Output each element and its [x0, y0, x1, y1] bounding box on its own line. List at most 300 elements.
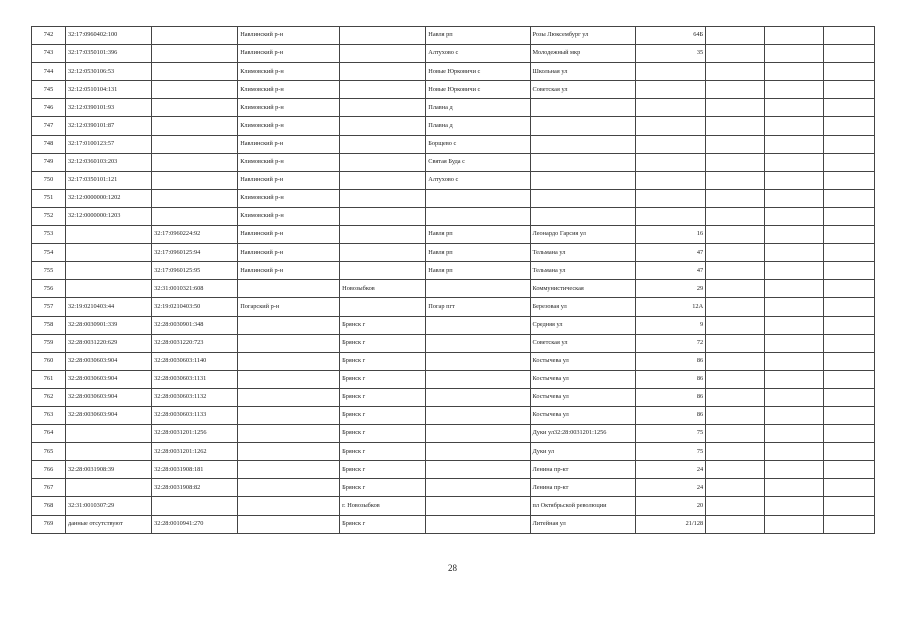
city-cell: Новозыбков: [340, 280, 426, 298]
row-number-cell: 757: [32, 298, 66, 316]
extra-cell-1-cell: [706, 99, 765, 117]
extra-cell-2-cell: [765, 298, 824, 316]
row-number-cell: 747: [32, 117, 66, 135]
cadastral-number-cell: 32:28:0030603:904: [65, 388, 151, 406]
table-row: [32, 27, 875, 45]
extra-cell-2-cell: [765, 244, 824, 262]
extra-cell-2-cell: [765, 388, 824, 406]
register-table-body: [32, 27, 875, 534]
extra-cell-3-cell: [823, 443, 874, 461]
cadastral-number-cell: 32:28:0030603:904: [65, 352, 151, 370]
street-cell: Молодежный мкр: [530, 45, 635, 63]
row-number-cell: 768: [32, 497, 66, 515]
house-number-cell: 47: [635, 262, 705, 280]
extra-cell-2-cell: [765, 425, 824, 443]
street-cell: Дуки ул32:28:0031201:1256: [530, 425, 635, 443]
city-cell: Брянск г: [340, 388, 426, 406]
cadastral-number-cell: [65, 226, 151, 244]
settlement-cell: Борщево с: [426, 135, 530, 153]
settlement-cell: Новые Юрковичи с: [426, 63, 530, 81]
page-number: 28: [448, 563, 457, 573]
extra-cell-1-cell: [706, 406, 765, 424]
cadastral-number-cell: [65, 443, 151, 461]
table-row: [32, 207, 875, 225]
table-row: [32, 461, 875, 479]
extra-cell-2-cell: [765, 461, 824, 479]
house-number-cell: 35: [635, 45, 705, 63]
district-cell: Климовский р-н: [238, 117, 340, 135]
cadastral-number-2-cell: 32:28:0031908:181: [152, 461, 238, 479]
street-cell: Леонардо Гарсия ул: [530, 226, 635, 244]
row-number-cell: 762: [32, 388, 66, 406]
street-cell: Костычева ул: [530, 352, 635, 370]
house-number-cell: 86: [635, 388, 705, 406]
settlement-cell: Алтухово с: [426, 45, 530, 63]
cadastral-number-2-cell: [152, 45, 238, 63]
cadastral-number-cell: 32:17:0100123:57: [65, 135, 151, 153]
cadastral-number-cell: [65, 262, 151, 280]
table-row: [32, 280, 875, 298]
cadastral-number-2-cell: 32:19:0210403:50: [152, 298, 238, 316]
house-number-cell: 24: [635, 479, 705, 497]
extra-cell-3-cell: [823, 515, 874, 533]
district-cell: [238, 497, 340, 515]
extra-cell-1-cell: [706, 316, 765, 334]
district-cell: [238, 352, 340, 370]
table-row: [32, 298, 875, 316]
house-number-cell: [635, 135, 705, 153]
district-cell: [238, 461, 340, 479]
extra-cell-1-cell: [706, 117, 765, 135]
cadastral-number-2-cell: [152, 63, 238, 81]
settlement-cell: [426, 207, 530, 225]
extra-cell-3-cell: [823, 370, 874, 388]
extra-cell-2-cell: [765, 406, 824, 424]
city-cell: [340, 226, 426, 244]
row-number-cell: 742: [32, 27, 66, 45]
cadastral-number-cell: 32:12:0360103:203: [65, 153, 151, 171]
house-number-cell: 86: [635, 370, 705, 388]
district-cell: [238, 316, 340, 334]
settlement-cell: [426, 425, 530, 443]
cadastral-number-2-cell: [152, 207, 238, 225]
extra-cell-3-cell: [823, 280, 874, 298]
cadastral-number-2-cell: 32:28:0030901:348: [152, 316, 238, 334]
row-number-cell: 753: [32, 226, 66, 244]
settlement-cell: [426, 388, 530, 406]
house-number-cell: 72: [635, 334, 705, 352]
table-row: [32, 117, 875, 135]
table-row: [32, 479, 875, 497]
table-row: [32, 388, 875, 406]
extra-cell-1-cell: [706, 135, 765, 153]
district-cell: Погарский р-н: [238, 298, 340, 316]
extra-cell-2-cell: [765, 280, 824, 298]
street-cell: пл Октябрьской революции: [530, 497, 635, 515]
row-number-cell: 767: [32, 479, 66, 497]
extra-cell-3-cell: [823, 479, 874, 497]
extra-cell-1-cell: [706, 63, 765, 81]
city-cell: [340, 262, 426, 280]
extra-cell-2-cell: [765, 27, 824, 45]
extra-cell-3-cell: [823, 425, 874, 443]
extra-cell-3-cell: [823, 81, 874, 99]
city-cell: [340, 244, 426, 262]
extra-cell-2-cell: [765, 352, 824, 370]
row-number-cell: 749: [32, 153, 66, 171]
row-number-cell: 758: [32, 316, 66, 334]
extra-cell-1-cell: [706, 479, 765, 497]
table-row: [32, 189, 875, 207]
cadastral-number-cell: [65, 425, 151, 443]
cadastral-number-cell: 32:12:0390101:87: [65, 117, 151, 135]
house-number-cell: [635, 171, 705, 189]
cadastral-number-2-cell: [152, 81, 238, 99]
cadastral-number-2-cell: 32:17:0960125:94: [152, 244, 238, 262]
row-number-cell: 746: [32, 99, 66, 117]
extra-cell-2-cell: [765, 135, 824, 153]
district-cell: [238, 425, 340, 443]
table-row: [32, 370, 875, 388]
row-number-cell: 766: [32, 461, 66, 479]
settlement-cell: [426, 479, 530, 497]
table-row: [32, 316, 875, 334]
city-cell: Брянск г: [340, 461, 426, 479]
extra-cell-3-cell: [823, 153, 874, 171]
table-row: [32, 45, 875, 63]
street-cell: [530, 189, 635, 207]
extra-cell-3-cell: [823, 334, 874, 352]
extra-cell-1-cell: [706, 515, 765, 533]
extra-cell-2-cell: [765, 171, 824, 189]
cadastral-number-2-cell: [152, 27, 238, 45]
settlement-cell: [426, 334, 530, 352]
street-cell: Костычева ул: [530, 406, 635, 424]
extra-cell-3-cell: [823, 207, 874, 225]
table-row: [32, 515, 875, 533]
city-cell: Брянск г: [340, 515, 426, 533]
district-cell: [238, 334, 340, 352]
row-number-cell: 752: [32, 207, 66, 225]
settlement-cell: [426, 461, 530, 479]
row-number-cell: 750: [32, 171, 66, 189]
extra-cell-2-cell: [765, 515, 824, 533]
table-row: [32, 226, 875, 244]
cadastral-number-cell: данные отсутствуют: [65, 515, 151, 533]
cadastral-number-2-cell: 32:28:0031220:723: [152, 334, 238, 352]
cadastral-number-2-cell: 32:28:0030603:1131: [152, 370, 238, 388]
row-number-cell: 748: [32, 135, 66, 153]
city-cell: [340, 81, 426, 99]
extra-cell-2-cell: [765, 262, 824, 280]
extra-cell-2-cell: [765, 45, 824, 63]
house-number-cell: [635, 81, 705, 99]
district-cell: Климовский р-н: [238, 99, 340, 117]
extra-cell-3-cell: [823, 497, 874, 515]
extra-cell-1-cell: [706, 352, 765, 370]
table-row: [32, 99, 875, 117]
street-cell: Березовая ул: [530, 298, 635, 316]
extra-cell-3-cell: [823, 388, 874, 406]
cadastral-number-cell: 32:28:0030603:904: [65, 370, 151, 388]
extra-cell-2-cell: [765, 334, 824, 352]
house-number-cell: 75: [635, 425, 705, 443]
house-number-cell: 16: [635, 226, 705, 244]
extra-cell-1-cell: [706, 388, 765, 406]
extra-cell-1-cell: [706, 244, 765, 262]
cadastral-number-cell: 32:12:0000000:1203: [65, 207, 151, 225]
settlement-cell: [426, 443, 530, 461]
extra-cell-1-cell: [706, 334, 765, 352]
city-cell: Брянск г: [340, 352, 426, 370]
cadastral-number-cell: 32:31:0010307:29: [65, 497, 151, 515]
settlement-cell: [426, 515, 530, 533]
cadastral-number-2-cell: 32:31:0010321:608: [152, 280, 238, 298]
settlement-cell: [426, 352, 530, 370]
cadastral-number-2-cell: [152, 117, 238, 135]
street-cell: [530, 153, 635, 171]
street-cell: Ленина пр-кт: [530, 461, 635, 479]
city-cell: Брянск г: [340, 316, 426, 334]
extra-cell-2-cell: [765, 189, 824, 207]
city-cell: [340, 153, 426, 171]
cadastral-number-2-cell: 32:17:0960224:92: [152, 226, 238, 244]
city-cell: Брянск г: [340, 425, 426, 443]
extra-cell-3-cell: [823, 117, 874, 135]
district-cell: [238, 406, 340, 424]
cadastral-number-2-cell: [152, 171, 238, 189]
extra-cell-3-cell: [823, 406, 874, 424]
cadastral-number-cell: 32:17:0350101:396: [65, 45, 151, 63]
street-cell: [530, 135, 635, 153]
cadastral-number-2-cell: [152, 135, 238, 153]
house-number-cell: 64Б: [635, 27, 705, 45]
cadastral-number-cell: [65, 479, 151, 497]
city-cell: [340, 207, 426, 225]
district-cell: Навлинский р-н: [238, 244, 340, 262]
city-cell: [340, 99, 426, 117]
house-number-cell: 47: [635, 244, 705, 262]
row-number-cell: 745: [32, 81, 66, 99]
street-cell: Тельмана ул: [530, 244, 635, 262]
street-cell: [530, 117, 635, 135]
district-cell: Навлинский р-н: [238, 135, 340, 153]
extra-cell-3-cell: [823, 45, 874, 63]
settlement-cell: [426, 497, 530, 515]
cadastral-number-cell: 32:28:0031908:39: [65, 461, 151, 479]
table-row: [32, 244, 875, 262]
row-number-cell: 751: [32, 189, 66, 207]
settlement-cell: Погар пгт: [426, 298, 530, 316]
extra-cell-3-cell: [823, 298, 874, 316]
cadastral-number-cell: [65, 280, 151, 298]
street-cell: Советская ул: [530, 334, 635, 352]
row-number-cell: 763: [32, 406, 66, 424]
extra-cell-2-cell: [765, 81, 824, 99]
extra-cell-1-cell: [706, 262, 765, 280]
extra-cell-2-cell: [765, 370, 824, 388]
settlement-cell: Навля рп: [426, 244, 530, 262]
city-cell: [340, 298, 426, 316]
cadastral-number-cell: 32:19:0210403:44: [65, 298, 151, 316]
district-cell: [238, 388, 340, 406]
table-row: [32, 81, 875, 99]
table-row: [32, 262, 875, 280]
house-number-cell: [635, 99, 705, 117]
city-cell: Брянск г: [340, 406, 426, 424]
street-cell: Дуки ул: [530, 443, 635, 461]
extra-cell-3-cell: [823, 135, 874, 153]
cadastral-number-cell: 32:12:0530106:53: [65, 63, 151, 81]
house-number-cell: [635, 153, 705, 171]
cadastral-number-cell: 32:28:0030603:904: [65, 406, 151, 424]
house-number-cell: 20: [635, 497, 705, 515]
extra-cell-3-cell: [823, 316, 874, 334]
district-cell: [238, 443, 340, 461]
district-cell: Климовский р-н: [238, 153, 340, 171]
district-cell: [238, 515, 340, 533]
extra-cell-1-cell: [706, 298, 765, 316]
extra-cell-1-cell: [706, 81, 765, 99]
cadastral-number-cell: 32:17:0350101:121: [65, 171, 151, 189]
house-number-cell: [635, 117, 705, 135]
cadastral-number-2-cell: 32:28:0030603:1132: [152, 388, 238, 406]
city-cell: Брянск г: [340, 370, 426, 388]
settlement-cell: Навля рп: [426, 262, 530, 280]
cadastral-number-cell: 32:12:0510104:131: [65, 81, 151, 99]
city-cell: Брянск г: [340, 479, 426, 497]
cadastral-number-2-cell: [152, 189, 238, 207]
city-cell: [340, 45, 426, 63]
extra-cell-3-cell: [823, 63, 874, 81]
extra-cell-1-cell: [706, 226, 765, 244]
cadastral-number-2-cell: 32:28:0010941:270: [152, 515, 238, 533]
cadastral-number-cell: 32:17:0960402:100: [65, 27, 151, 45]
settlement-cell: Плавна д: [426, 117, 530, 135]
district-cell: Навлинский р-н: [238, 27, 340, 45]
street-cell: Ленина пр-кт: [530, 479, 635, 497]
cadastral-number-2-cell: 32:28:0031201:1262: [152, 443, 238, 461]
settlement-cell: [426, 280, 530, 298]
extra-cell-2-cell: [765, 117, 824, 135]
extra-cell-2-cell: [765, 497, 824, 515]
table-row: [32, 63, 875, 81]
cadastral-number-2-cell: [152, 153, 238, 171]
extra-cell-3-cell: [823, 244, 874, 262]
district-cell: Навлинский р-н: [238, 262, 340, 280]
settlement-cell: Навля рп: [426, 27, 530, 45]
extra-cell-2-cell: [765, 316, 824, 334]
cadastral-number-cell: 32:28:0031220:629: [65, 334, 151, 352]
table-row: [32, 171, 875, 189]
register-table: [31, 26, 875, 534]
house-number-cell: 24: [635, 461, 705, 479]
house-number-cell: 86: [635, 406, 705, 424]
street-cell: [530, 99, 635, 117]
extra-cell-3-cell: [823, 226, 874, 244]
extra-cell-2-cell: [765, 443, 824, 461]
street-cell: [530, 171, 635, 189]
house-number-cell: 86: [635, 352, 705, 370]
extra-cell-1-cell: [706, 497, 765, 515]
extra-cell-2-cell: [765, 63, 824, 81]
street-cell: Розы Люксембург ул: [530, 27, 635, 45]
district-cell: Навлинский р-н: [238, 45, 340, 63]
city-cell: [340, 189, 426, 207]
district-cell: Навлинский р-н: [238, 171, 340, 189]
table-row: [32, 425, 875, 443]
extra-cell-1-cell: [706, 443, 765, 461]
cadastral-number-2-cell: 32:28:0030603:1133: [152, 406, 238, 424]
district-cell: Климовский р-н: [238, 189, 340, 207]
cadastral-number-cell: 32:12:0390101:93: [65, 99, 151, 117]
city-cell: Брянск г: [340, 443, 426, 461]
settlement-cell: Святая Буда с: [426, 153, 530, 171]
settlement-cell: Новые Юрковичи с: [426, 81, 530, 99]
extra-cell-3-cell: [823, 27, 874, 45]
street-cell: Костычева ул: [530, 388, 635, 406]
cadastral-number-2-cell: 32:28:0030603:1140: [152, 352, 238, 370]
house-number-cell: 12А: [635, 298, 705, 316]
settlement-cell: Навля рп: [426, 226, 530, 244]
row-number-cell: 756: [32, 280, 66, 298]
cadastral-number-cell: 32:12:0000000:1202: [65, 189, 151, 207]
row-number-cell: 761: [32, 370, 66, 388]
row-number-cell: 764: [32, 425, 66, 443]
row-number-cell: 765: [32, 443, 66, 461]
street-cell: Школьная ул: [530, 63, 635, 81]
street-cell: [530, 207, 635, 225]
row-number-cell: 755: [32, 262, 66, 280]
district-cell: Климовский р-н: [238, 63, 340, 81]
cadastral-number-2-cell: 32:28:0031908:82: [152, 479, 238, 497]
table-row: [32, 497, 875, 515]
city-cell: г. Новозыбков: [340, 497, 426, 515]
extra-cell-1-cell: [706, 280, 765, 298]
settlement-cell: [426, 406, 530, 424]
extra-cell-1-cell: [706, 27, 765, 45]
settlement-cell: Алтухово с: [426, 171, 530, 189]
extra-cell-3-cell: [823, 352, 874, 370]
extra-cell-2-cell: [765, 99, 824, 117]
row-number-cell: 754: [32, 244, 66, 262]
extra-cell-2-cell: [765, 479, 824, 497]
house-number-cell: [635, 63, 705, 81]
street-cell: Советская ул: [530, 81, 635, 99]
extra-cell-3-cell: [823, 99, 874, 117]
street-cell: Тельмана ул: [530, 262, 635, 280]
house-number-cell: 9: [635, 316, 705, 334]
house-number-cell: [635, 189, 705, 207]
extra-cell-2-cell: [765, 153, 824, 171]
district-cell: [238, 479, 340, 497]
city-cell: Брянск г: [340, 334, 426, 352]
table-row: [32, 443, 875, 461]
street-cell: Литейная ул: [530, 515, 635, 533]
street-cell: Костычева ул: [530, 370, 635, 388]
district-cell: Климовский р-н: [238, 81, 340, 99]
house-number-cell: [635, 207, 705, 225]
city-cell: [340, 135, 426, 153]
extra-cell-1-cell: [706, 425, 765, 443]
cadastral-number-cell: 32:28:0030901:339: [65, 316, 151, 334]
table-row: [32, 153, 875, 171]
district-cell: [238, 370, 340, 388]
house-number-cell: 29: [635, 280, 705, 298]
extra-cell-1-cell: [706, 45, 765, 63]
settlement-cell: [426, 189, 530, 207]
settlement-cell: [426, 370, 530, 388]
